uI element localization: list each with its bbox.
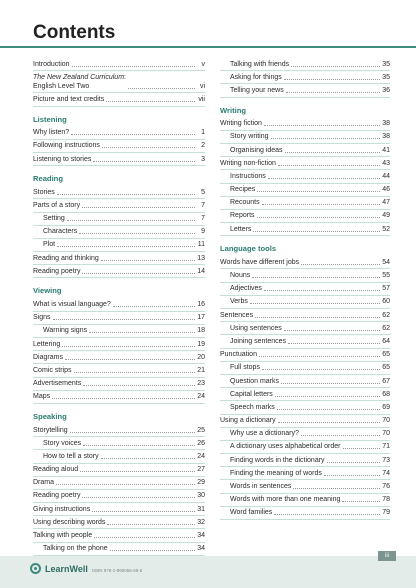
- toc-page: 11: [197, 241, 205, 249]
- toc-label: Recipes: [230, 186, 256, 194]
- toc-subrow[interactable]: [33, 213, 205, 226]
- toc-label: How to tell a story: [43, 452, 99, 460]
- toc-subrow[interactable]: [220, 131, 390, 144]
- dot-leader: [101, 458, 195, 459]
- section-items: [33, 127, 205, 167]
- toc-row[interactable]: [220, 157, 390, 170]
- toc-subrow[interactable]: [220, 441, 390, 454]
- dot-leader: [275, 396, 380, 397]
- toc-page: 17: [197, 314, 205, 322]
- toc-row[interactable]: [33, 378, 205, 391]
- dot-leader: [264, 125, 380, 126]
- dot-leader: [52, 398, 195, 399]
- dot-leader: [94, 537, 195, 538]
- toc-label: Why use a dictionary?: [230, 430, 299, 438]
- toc-label: Writing fiction: [220, 120, 262, 128]
- toc-subrow[interactable]: [220, 58, 390, 71]
- front-matter-list: [33, 58, 205, 107]
- contents-right-column: [220, 58, 390, 520]
- dot-leader: [281, 383, 380, 384]
- toc-page: 16: [197, 301, 205, 309]
- toc-page: 31: [197, 505, 205, 513]
- section-listening: [33, 115, 205, 167]
- dot-leader: [278, 422, 380, 423]
- learnwell-logo: [30, 563, 88, 574]
- dot-leader: [113, 306, 195, 307]
- toc-label: Capital letters: [230, 390, 273, 398]
- dot-leader: [252, 277, 380, 278]
- toc-label: Punctuation: [220, 351, 257, 359]
- toc-subrow[interactable]: [220, 467, 390, 480]
- toc-page: 64: [382, 337, 390, 345]
- dot-leader: [56, 484, 195, 485]
- section-items: [33, 186, 205, 278]
- section-heading: Writing: [220, 105, 247, 115]
- toc-page: 29: [197, 479, 205, 487]
- dot-leader: [271, 138, 380, 139]
- contents-left-column: [33, 58, 205, 556]
- toc-label: Nouns: [230, 272, 251, 280]
- dot-leader: [65, 359, 195, 360]
- toc-page: 43: [382, 159, 390, 167]
- toc-label: Characters: [43, 228, 78, 236]
- section-viewing: [33, 286, 205, 404]
- toc-subrow[interactable]: [220, 388, 390, 401]
- toc-row[interactable]: [33, 140, 205, 153]
- toc-page: 68: [382, 390, 390, 398]
- dot-leader: [268, 178, 380, 179]
- toc-page: 57: [382, 285, 390, 293]
- toc-page: 13: [197, 254, 205, 262]
- section-speaking: [33, 412, 205, 556]
- toc-row[interactable]: [33, 477, 205, 490]
- toc-subrow[interactable]: [33, 325, 205, 338]
- toc-row[interactable]: [33, 516, 205, 529]
- toc-page: 18: [197, 327, 205, 335]
- toc-page: 52: [382, 225, 390, 233]
- toc-label: Words have different jobs: [220, 258, 300, 266]
- toc-row[interactable]: [220, 415, 390, 428]
- section-writing: [220, 106, 390, 237]
- dot-leader: [62, 346, 195, 347]
- toc-page: 70: [382, 430, 390, 438]
- toc-label: Setting: [43, 215, 65, 223]
- toc-label: Speech marks: [230, 403, 275, 411]
- toc-label: Sentences: [220, 311, 254, 319]
- toc-label: What is visual language?: [33, 301, 111, 309]
- toc-page: 67: [382, 377, 390, 385]
- toc-subrow[interactable]: [220, 269, 390, 282]
- toc-row[interactable]: [33, 252, 205, 265]
- toc-subrow[interactable]: [220, 223, 390, 236]
- dot-leader: [110, 550, 195, 551]
- curriculum-level: English Level Two: [33, 82, 90, 90]
- toc-page: 32: [197, 518, 205, 526]
- toc-row[interactable]: [33, 503, 205, 516]
- toc-label: Picture and text credits: [33, 95, 105, 103]
- dot-leader: [250, 303, 380, 304]
- toc-subrow[interactable]: [220, 322, 390, 335]
- toc-label: Adjectives: [230, 285, 262, 293]
- toc-page: 3: [201, 155, 205, 163]
- dot-leader: [92, 511, 195, 512]
- toc-row[interactable]: [220, 256, 390, 269]
- toc-label: Why listen?: [33, 129, 70, 137]
- toc-row[interactable]: [33, 529, 205, 542]
- toc-subrow[interactable]: [220, 184, 390, 197]
- section-heading: Language tools: [220, 244, 277, 254]
- dot-leader: [106, 101, 195, 102]
- toc-label: Drama: [33, 479, 55, 487]
- toc-page: 19: [197, 340, 205, 348]
- toc-label: Introduction: [33, 60, 70, 68]
- toc-subrow[interactable]: [33, 226, 205, 239]
- toc-page: 44: [382, 172, 390, 180]
- toc-page: 36: [382, 86, 390, 94]
- toc-row[interactable]: [33, 127, 205, 140]
- toc-label: Parts of a story: [33, 201, 81, 209]
- toc-page: 46: [382, 186, 390, 194]
- dot-leader: [57, 194, 195, 195]
- toc-page: 74: [382, 469, 390, 477]
- toc-subrow[interactable]: [220, 210, 390, 223]
- toc-subrow[interactable]: [33, 543, 205, 556]
- dot-leader: [70, 432, 195, 433]
- dot-leader: [262, 369, 380, 370]
- toc-label: Reading poetry: [33, 267, 81, 275]
- toc-subrow[interactable]: [33, 437, 205, 450]
- toc-label: Asking for things: [230, 73, 282, 81]
- toc-label: Words in sentences: [230, 483, 292, 491]
- toc-page: 41: [382, 146, 390, 154]
- dot-leader: [255, 317, 380, 318]
- dot-leader: [293, 488, 380, 489]
- toc-label: Giving instructions: [33, 505, 91, 513]
- dot-leader: [278, 165, 380, 166]
- dot-leader: [83, 445, 195, 446]
- dot-leader: [327, 462, 380, 463]
- toc-label: Following instructions: [33, 142, 100, 150]
- toc-row[interactable]: [33, 464, 205, 477]
- isbn-text: ISBN 978-1-990055-65-6: [92, 568, 143, 573]
- toc-subrow[interactable]: [220, 71, 390, 84]
- toc-label: [33, 73, 126, 91]
- toc-label: Talking on the phone: [43, 545, 108, 553]
- toc-label: Listening to stories: [33, 155, 92, 163]
- toc-page: 14: [197, 267, 205, 275]
- dot-leader: [257, 191, 380, 192]
- toc-subrow[interactable]: [220, 362, 390, 375]
- toc-label: Telling your news: [230, 86, 284, 94]
- dot-leader: [262, 204, 380, 205]
- dot-leader: [274, 514, 380, 515]
- toc-page: v: [201, 60, 205, 68]
- section-items: [220, 256, 390, 520]
- toc-label: Plot: [43, 241, 56, 249]
- dot-leader: [82, 273, 195, 274]
- dot-leader: [89, 332, 195, 333]
- dot-leader: [291, 66, 380, 67]
- toc-row[interactable]: [33, 364, 205, 377]
- toc-page: 34: [197, 532, 205, 540]
- toc-page: vi: [199, 82, 205, 90]
- toc-row[interactable]: [33, 490, 205, 503]
- toc-page: 7: [201, 201, 205, 209]
- toc-label: Recounts: [230, 199, 260, 207]
- toc-row[interactable]: [220, 309, 390, 322]
- dot-leader: [107, 524, 195, 525]
- toc-label: Verbs: [230, 298, 248, 306]
- toc-subrow[interactable]: [220, 507, 390, 520]
- section-items: [220, 58, 390, 98]
- toc-label: Word families: [230, 509, 273, 517]
- toc-page: 54: [382, 258, 390, 266]
- toc-page: 69: [382, 403, 390, 411]
- toc-subrow[interactable]: [220, 197, 390, 210]
- dot-leader: [288, 343, 380, 344]
- toc-page: 5: [201, 188, 205, 196]
- toc-subrow[interactable]: [220, 428, 390, 441]
- dot-leader: [67, 220, 195, 221]
- toc-page: 35: [382, 73, 390, 81]
- toc-row[interactable]: [33, 312, 205, 325]
- toc-page: 60: [382, 298, 390, 306]
- toc-label: Signs: [33, 314, 51, 322]
- section-speaking-continued: [220, 58, 390, 98]
- toc-row[interactable]: [33, 153, 205, 166]
- toc-page: 23: [197, 380, 205, 388]
- dot-leader: [301, 435, 380, 436]
- toc-label: Question marks: [230, 377, 280, 385]
- toc-page: 26: [197, 439, 205, 447]
- dot-leader: [128, 88, 195, 89]
- dot-leader: [253, 231, 380, 232]
- toc-subrow[interactable]: [220, 401, 390, 414]
- toc-page: 25: [197, 426, 205, 434]
- toc-page: 49: [382, 212, 390, 220]
- toc-page: 38: [382, 133, 390, 141]
- toc-label: Warning signs: [43, 327, 88, 335]
- dot-leader: [324, 475, 380, 476]
- toc-page: 55: [382, 272, 390, 280]
- toc-row[interactable]: [33, 391, 205, 404]
- toc-page: 24: [197, 393, 205, 401]
- toc-label: Words with more than one meaning: [230, 496, 341, 504]
- toc-subrow[interactable]: [220, 494, 390, 507]
- toc-page: 79: [382, 509, 390, 517]
- toc-label: A dictionary uses alphabetical order: [230, 443, 341, 451]
- toc-page: 30: [197, 492, 205, 500]
- toc-row[interactable]: [220, 118, 390, 131]
- toc-label: Maps: [33, 393, 51, 401]
- section-heading: Speaking: [33, 411, 67, 421]
- toc-page: 62: [382, 311, 390, 319]
- dot-leader: [83, 385, 195, 386]
- toc-subrow[interactable]: [220, 480, 390, 493]
- toc-row[interactable]: [33, 265, 205, 278]
- toc-page: 35: [382, 60, 390, 68]
- toc-label: Comic strips: [33, 366, 72, 374]
- toc-label: Instructions: [230, 172, 266, 180]
- toc-label: Story writing: [230, 133, 269, 141]
- toc-row[interactable]: [33, 71, 205, 93]
- toc-label: Organising ideas: [230, 146, 283, 154]
- toc-page: 2: [201, 142, 205, 150]
- toc-label: Writing non-fiction: [220, 159, 276, 167]
- curriculum-title: The New Zealand Curriculum: [33, 73, 125, 81]
- dot-leader: [277, 409, 380, 410]
- page-title: Contents: [33, 22, 116, 43]
- toc-row[interactable]: [33, 298, 205, 311]
- section-language-tools: [220, 244, 390, 520]
- dot-leader: [82, 497, 195, 498]
- dot-leader: [80, 471, 195, 472]
- toc-page: 65: [382, 364, 390, 372]
- toc-row[interactable]: [33, 424, 205, 437]
- toc-label: Reading poetry: [33, 492, 81, 500]
- toc-page: 27: [197, 466, 205, 474]
- dot-leader: [57, 246, 195, 247]
- section-items: [33, 424, 205, 556]
- dot-leader: [102, 147, 195, 148]
- toc-label: Talking with people: [33, 532, 93, 540]
- toc-row[interactable]: [33, 93, 205, 106]
- toc-row[interactable]: [33, 186, 205, 199]
- dot-leader: [285, 152, 380, 153]
- toc-label: Full stops: [230, 364, 260, 372]
- toc-page: 65: [382, 351, 390, 359]
- toc-label: Joining sentences: [230, 337, 287, 345]
- toc-page: 24: [197, 452, 205, 460]
- toc-label: Finding words in the dictionary: [230, 456, 325, 464]
- dot-leader: [72, 66, 195, 67]
- toc-label: Using describing words: [33, 518, 106, 526]
- toc-subrow[interactable]: [220, 454, 390, 467]
- toc-page: 76: [382, 483, 390, 491]
- learnwell-logo-icon: [30, 563, 41, 574]
- toc-page: 78: [382, 496, 390, 504]
- dot-leader: [284, 79, 380, 80]
- brand-name: LearnWell: [45, 563, 88, 574]
- toc-page: 70: [382, 417, 390, 425]
- toc-subrow[interactable]: [220, 170, 390, 183]
- dot-leader: [82, 207, 195, 208]
- toc-label: Storytelling: [33, 426, 68, 434]
- toc-label: Reading aloud: [33, 466, 79, 474]
- toc-label: Advertisements: [33, 380, 82, 388]
- section-heading: Reading: [33, 174, 63, 184]
- section-heading: Viewing: [33, 286, 62, 296]
- toc-label: Stories: [33, 188, 55, 196]
- dot-leader: [79, 233, 195, 234]
- toc-subrow[interactable]: [220, 335, 390, 348]
- toc-row[interactable]: [33, 58, 205, 71]
- toc-subrow[interactable]: [220, 375, 390, 388]
- dot-leader: [53, 319, 195, 320]
- page-number: iii: [378, 551, 396, 561]
- toc-page: 71: [382, 443, 390, 451]
- toc-subrow[interactable]: [220, 283, 390, 296]
- toc-label: Reading and thinking: [33, 254, 99, 262]
- toc-label: Story voices: [43, 439, 82, 447]
- toc-label: Lettering: [33, 340, 61, 348]
- title-rule: [0, 46, 416, 48]
- toc-subrow[interactable]: [33, 450, 205, 463]
- toc-label: Reports: [230, 212, 255, 220]
- toc-subrow[interactable]: [220, 84, 390, 97]
- curriculum-colon: :: [124, 73, 126, 81]
- dot-leader: [342, 501, 380, 502]
- dot-leader: [301, 264, 380, 265]
- toc-label: Letters: [230, 225, 252, 233]
- dot-leader: [343, 448, 380, 449]
- toc-page: 47: [382, 199, 390, 207]
- dot-leader: [257, 217, 380, 218]
- dot-leader: [264, 290, 380, 291]
- toc-page: 9: [201, 228, 205, 236]
- toc-page: 1: [201, 129, 205, 137]
- toc-label: Finding the meaning of words: [230, 469, 322, 477]
- dot-leader: [286, 92, 380, 93]
- dot-leader: [93, 161, 195, 162]
- toc-subrow[interactable]: [220, 144, 390, 157]
- dot-leader: [284, 330, 380, 331]
- toc-row[interactable]: [33, 338, 205, 351]
- dot-leader: [259, 356, 380, 357]
- toc-label: Diagrams: [33, 353, 63, 361]
- section-heading: Listening: [33, 114, 67, 124]
- section-reading: [33, 174, 205, 278]
- dot-leader: [71, 134, 195, 135]
- section-items: [33, 298, 205, 404]
- toc-row[interactable]: [33, 199, 205, 212]
- toc-page: 7: [201, 215, 205, 223]
- toc-page: 62: [382, 324, 390, 332]
- section-items: [220, 118, 390, 237]
- toc-page: 21: [197, 366, 205, 374]
- toc-row[interactable]: [220, 349, 390, 362]
- toc-subrow[interactable]: [33, 239, 205, 252]
- dot-leader: [74, 372, 195, 373]
- toc-label: Using a dictionary: [220, 417, 276, 425]
- dot-leader: [101, 260, 195, 261]
- toc-page: 73: [382, 456, 390, 464]
- toc-label: Talking with friends: [230, 60, 290, 68]
- toc-label: Using sentences: [230, 324, 282, 332]
- toc-subrow[interactable]: [220, 296, 390, 309]
- toc-page: vii: [198, 95, 205, 103]
- toc-row[interactable]: [33, 351, 205, 364]
- toc-page: 20: [197, 353, 205, 361]
- toc-page: 38: [382, 120, 390, 128]
- toc-page: 34: [197, 545, 205, 553]
